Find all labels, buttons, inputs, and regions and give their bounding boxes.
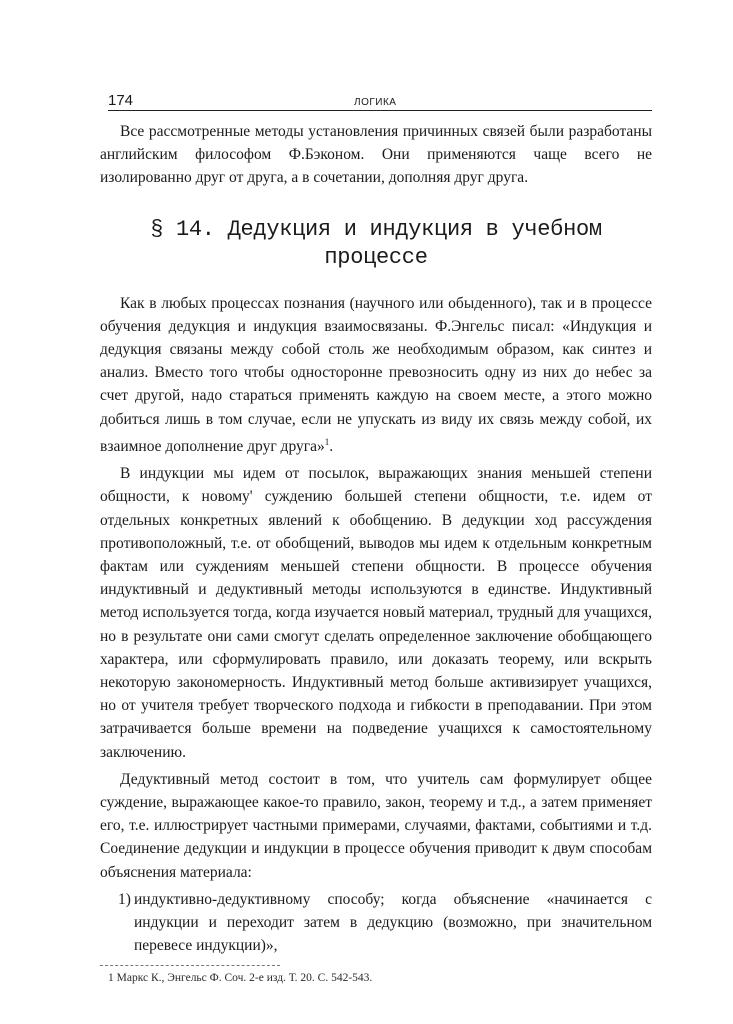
list-marker: 1) xyxy=(118,890,131,908)
intro-paragraph: Все рассмотренные методы установления причинных связей были разработаны английским философом Ф.Бэконом. Они применяются чаще всего не изолированно друг от друга, а в сочетании, дополняя друг друга. xyxy=(100,123,652,187)
page-body xyxy=(100,120,652,986)
footnote-marker: 1 xyxy=(324,436,330,447)
paragraph-induction-deduction-link: Как в любых процессах познания (научного или обыденного), так и в процессе обучения дедукция и индукция взаимосвязаны. Ф.Энгельс писал: «Индукция и дедукция связаны между собой столь же необходимым образом, как синтез и анализ. Вместо того чтобы односторонне превозносить одну из них до небес за счет другой, надо стараться применять каждую на своем месте, а этого можно добиться лишь в том случае, если не упускать из виду их связь между собой, их взаимное дополнение друг друга»$^1$. xyxy=(100,294,652,455)
footnote: 1 Маркс К., Энгельс Ф. Соч. 2-е изд. Т. 20. С. 542-543. xyxy=(108,972,373,985)
footnote-divider xyxy=(100,965,280,966)
list-item-text: индуктивно-дедуктивному способу; когда объяснение «начинается с индукции и переходит затем в дедукцию (возможно, при значительном перевесе индукции)», xyxy=(134,890,652,955)
section-heading: § 14. Дедукция и индукция в учебном процессе xyxy=(150,216,602,270)
running-title: ЛОГИКА xyxy=(354,97,397,108)
list-item xyxy=(100,888,652,958)
paragraph-text: Как в любых процессах познания (научного или обыденного), так и в процессе обучения дедукция и индукция взаимосвязаны. Ф.Энгельс писал: «Индукция и дедукция связаны между собой столь же необходимым образом, как синтез и анализ. Вместо того чтобы односторонне превозносить одну из них до небес за счет другой, надо стараться применять каждую на своем месте, а этого можно добиться лишь в том случае, если не упускать из виду их связь между собой, их взаимное дополнение друг друга» xyxy=(100,294,652,455)
page-header xyxy=(108,92,652,111)
page-number: 174 xyxy=(108,92,134,109)
paragraph-induction-method: В индукции мы идем от посылок, выражающих знания меньшей степени общности, к новому' суждению большей степени общности, т.е. идем от отдельных конкретных явлений к обобщению. В дедукции ход рассуждения противоположный, т.е. от обобщений, выводов мы идем к отдельным конкретным фактам или суждениям меньшей степени общности. В процессе обучения индуктивный и дедуктивный методы используются в единстве. Индуктивный метод используется тогда, когда изучается новый материал, трудный для учащихся, но в результате они сами смогут сделать определенное заключение обобщающего характера, или сформулировать правило, или доказать теорему, или вскрыть некоторую закономерность. Индуктивный метод больше активизирует учащихся, но от учителя требует творческого подхода и гибкости в преподавании. При этом затрачивается больше времени на подведение учащихся к самостоятельному заключению. xyxy=(100,465,652,761)
paragraph-deduction-method: Дедуктивный метод состоит в том, что учитель сам формулирует общее суждение, выражающее какое-то правило, закон, теорему и т.д., а затем применяет его, т.е. иллюстрирует частными примерами, случаями, фактами, событиями и т.д. Соединение дедукции и индукции в процессе обучения приводит к двум способам объяснения материала: xyxy=(100,770,652,881)
